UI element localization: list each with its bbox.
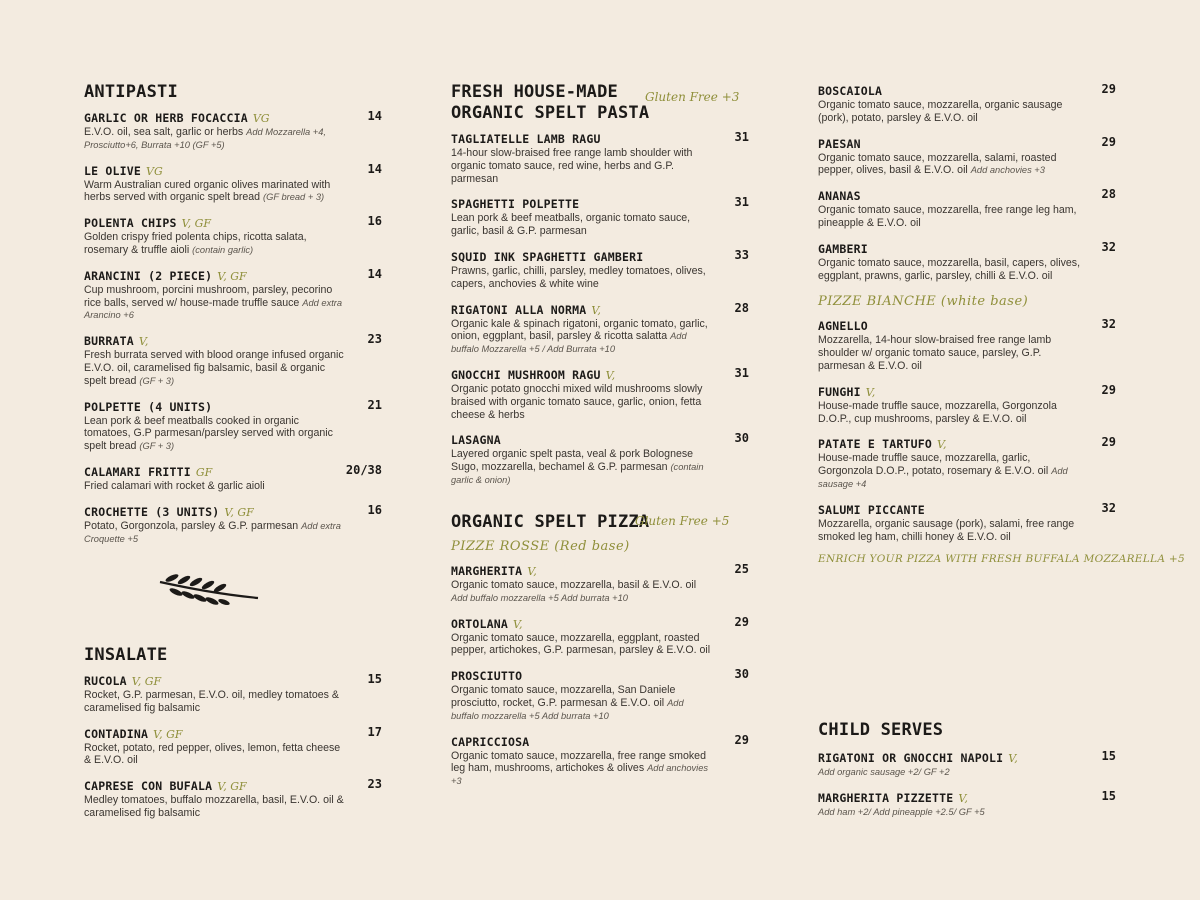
menu-item-name: BOSCAIOLA bbox=[818, 84, 883, 98]
menu-item-name: CONTADINA bbox=[84, 726, 149, 741]
menu-item-header bbox=[451, 366, 749, 382]
menu-item-name: CALAMARI FRITTI bbox=[84, 464, 191, 479]
menu-item bbox=[84, 214, 382, 257]
menu-item bbox=[84, 463, 382, 493]
menu-item bbox=[818, 82, 1116, 125]
menu-item-name: MARGHERITA bbox=[451, 564, 523, 578]
menu-item-description bbox=[451, 684, 749, 722]
menu-item bbox=[818, 135, 1116, 178]
menu-item bbox=[451, 366, 749, 421]
menu-item-price: 23 bbox=[367, 777, 382, 792]
description-text: Lean pork & beef meatballs cooked in organic tomatoes, G.P parmesan/parsley served with organic spelt bread bbox=[84, 414, 333, 453]
menu-item-price: 29 bbox=[734, 614, 749, 629]
menu-list bbox=[818, 82, 1116, 282]
menu-item-description bbox=[84, 231, 382, 257]
menu-item-price: 30 bbox=[734, 431, 749, 446]
menu-item-price: 17 bbox=[367, 724, 382, 739]
description-text: Lean pork & beef meatballs, organic tomato sauce, garlic, basil & G.P. parmesan bbox=[451, 212, 691, 238]
menu-item-description bbox=[818, 99, 1116, 125]
menu-item-description bbox=[818, 152, 1116, 178]
menu-item-header bbox=[451, 195, 749, 211]
description-text: Organic tomato sauce, mozzarella, salami, roasted pepper, olives, basil & E.V.O. oil bbox=[818, 151, 1057, 177]
menu-item-header bbox=[84, 332, 382, 348]
menu-item bbox=[818, 383, 1116, 426]
description-text: Golden crispy fried polenta chips, ricotta salata, rosemary & truffle aioli bbox=[84, 231, 307, 256]
menu-item bbox=[451, 130, 749, 185]
menu-item-price: 16 bbox=[367, 214, 382, 229]
menu-item-name: RIGATONI ALLA NORMA bbox=[451, 302, 587, 317]
menu-item-price: 32 bbox=[1101, 317, 1116, 332]
menu-item-name: RIGATONI OR GNOCCHI NAPOLI bbox=[818, 751, 1004, 765]
menu-item-name: GAMBERI bbox=[818, 241, 868, 256]
menu-item bbox=[451, 301, 749, 356]
menu-item-description bbox=[818, 452, 1116, 490]
menu-item-description bbox=[818, 518, 1116, 544]
menu-item bbox=[818, 317, 1116, 372]
dietary-tag: GF bbox=[195, 465, 213, 479]
dietary-tag: V, GF bbox=[153, 727, 183, 741]
menu-item-description bbox=[818, 766, 1116, 779]
menu-item bbox=[84, 672, 382, 715]
child-section bbox=[818, 720, 1116, 829]
pizza-continued-section bbox=[818, 82, 1185, 566]
description-text: House-made truffle sauce, mozzarella, Gorgonzola D.O.P., cup mushrooms, parsley & E.V.O. oil bbox=[818, 399, 1057, 425]
menu-item-price: 33 bbox=[734, 247, 749, 262]
menu-item-name: CAPRICCIOSA bbox=[451, 734, 530, 749]
dietary-tag: V, bbox=[527, 565, 537, 578]
menu-item bbox=[451, 248, 749, 291]
dietary-tag: V, GF bbox=[217, 269, 247, 283]
menu-item-name: SQUID INK SPAGHETTI GAMBERI bbox=[451, 249, 644, 264]
menu-list bbox=[84, 109, 382, 545]
menu-item-name: LE OLIVE bbox=[84, 163, 141, 178]
section-title: CHILD SERVES bbox=[818, 720, 944, 740]
menu-item bbox=[84, 109, 382, 152]
menu-item bbox=[451, 733, 749, 788]
dietary-tag: V, GF bbox=[181, 217, 212, 231]
menu-item-header bbox=[451, 562, 749, 578]
gluten-free-note: Gluten Free +3 bbox=[645, 90, 740, 104]
add-on-note: (contain garlic) bbox=[192, 244, 254, 255]
menu-item-price: 29 bbox=[1101, 435, 1116, 450]
menu-item bbox=[84, 267, 382, 322]
menu-item-header bbox=[84, 214, 382, 230]
menu-item-description bbox=[818, 257, 1116, 283]
menu-item-header bbox=[818, 789, 1116, 805]
menu-item-name: SALUMI PICCANTE bbox=[818, 502, 925, 517]
menu-item-description bbox=[84, 415, 382, 453]
menu-item-name: AGNELLO bbox=[818, 319, 868, 334]
menu-item-description bbox=[451, 212, 749, 238]
add-on-note: (contain garlic & onion) bbox=[451, 462, 704, 485]
description-text: Fresh burrata served with blood orange infused organic E.V.O. oil, caramelised fig balsamic, basil & organic spelt bread bbox=[84, 349, 344, 387]
add-on-note: Add buffalo Mozzarella +5 / Add Burrata +10 bbox=[451, 331, 687, 355]
description-text: Organic potato gnocchi mixed wild mushrooms slowly braised with organic tomato sauce, garlic, onion, fetta cheese & herbs bbox=[451, 382, 703, 421]
menu-item-price: 15 bbox=[1101, 788, 1116, 803]
menu-item-description bbox=[84, 179, 382, 205]
section-title-line1: FRESH HOUSE-MADE bbox=[451, 82, 618, 102]
add-on-note: Add anchovies +3 bbox=[970, 165, 1045, 176]
add-on-note: Add sausage +4 bbox=[818, 466, 1068, 489]
pizze-rosse-heading: PIZZE ROSSE (Red base) bbox=[451, 539, 630, 554]
menu-item-price: 14 bbox=[367, 109, 382, 123]
section-title: ORGANIC SPELT PIZZA bbox=[451, 512, 650, 532]
menu-item-header bbox=[818, 317, 1116, 333]
menu-item-description bbox=[451, 383, 749, 421]
menu-item bbox=[451, 195, 749, 238]
menu-item-header bbox=[818, 749, 1116, 765]
menu-item-description bbox=[451, 750, 749, 788]
menu-item-header bbox=[84, 162, 382, 178]
insalate-section bbox=[84, 645, 382, 830]
menu-item bbox=[818, 240, 1116, 283]
menu-item-name: PATATE E TARTUFO bbox=[818, 437, 932, 452]
dietary-tag: V, GF bbox=[217, 780, 247, 794]
menu-item-description bbox=[84, 126, 382, 152]
pasta-section bbox=[451, 82, 749, 497]
menu-item-description bbox=[451, 632, 749, 658]
menu-item-header bbox=[84, 398, 382, 414]
section-title: INSALATE bbox=[84, 645, 168, 665]
menu-item-name: FUNGHI bbox=[818, 384, 861, 399]
menu-item-price: 29 bbox=[1101, 134, 1116, 149]
menu-item-name: GARLIC OR HERB FOCACCIA bbox=[84, 111, 248, 125]
menu-item-price: 29 bbox=[734, 732, 749, 747]
dietary-tag: V, bbox=[605, 368, 616, 382]
menu-item-header bbox=[451, 667, 749, 683]
menu-item-name: PAESAN bbox=[818, 136, 861, 151]
menu-item bbox=[451, 667, 749, 722]
menu-item bbox=[84, 777, 382, 820]
menu-item-description bbox=[451, 265, 749, 291]
menu-item-header bbox=[84, 725, 382, 741]
description-text: Rocket, G.P. parmesan, E.V.O. oil, medley tomatoes & caramelised fig balsamic bbox=[84, 689, 339, 714]
menu-item bbox=[451, 615, 749, 658]
description-text: Prawns, garlic, chilli, parsley, medley tomatoes, olives, capers, anchovies & white wine bbox=[451, 264, 706, 290]
menu-item-header bbox=[451, 733, 749, 749]
description-text: Rocket, potato, red pepper, olives, lemon, fetta cheese & E.V.O. oil bbox=[84, 741, 341, 767]
menu-item-price: 29 bbox=[1101, 382, 1116, 397]
menu-item-description bbox=[84, 284, 382, 322]
pasta-title-row bbox=[451, 82, 749, 124]
menu-item-name: MARGHERITA PIZZETTE bbox=[818, 790, 954, 805]
description-text: Organic tomato sauce, mozzarella, basil, capers, olives, eggplant, prawns, garlic, parsley, chilli & E.V.O. oil bbox=[818, 256, 1081, 282]
menu-item-name: ANANAS bbox=[818, 189, 861, 204]
description-text: Organic tomato sauce, mozzarella, basil & E.V.O. oil bbox=[451, 579, 697, 591]
menu-item bbox=[818, 749, 1116, 779]
menu-item-price: 28 bbox=[734, 300, 749, 315]
menu-item-price: 14 bbox=[367, 266, 382, 281]
menu-item-price: 32 bbox=[1101, 239, 1116, 254]
menu-item bbox=[818, 435, 1116, 490]
pizza-section bbox=[451, 512, 749, 798]
menu-item-header bbox=[818, 240, 1116, 256]
menu-item-header bbox=[84, 672, 382, 688]
description-text: Organic tomato sauce, mozzarella, San Daniele prosciutto, rocket, G.P. parmesan & E.V.O. oil bbox=[451, 684, 676, 709]
menu-item-description bbox=[84, 689, 382, 715]
menu-item-name: LASAGNA bbox=[451, 433, 501, 448]
menu-item-description bbox=[818, 400, 1116, 426]
menu-item bbox=[84, 725, 382, 768]
dietary-tag: V, GF bbox=[131, 675, 162, 688]
menu-item-price: 21 bbox=[367, 397, 382, 412]
section-title-line2: ORGANIC SPELT PASTA bbox=[451, 103, 650, 123]
menu-item-header bbox=[451, 431, 749, 447]
menu-item-description bbox=[84, 794, 382, 820]
menu-item-price: 15 bbox=[367, 672, 382, 686]
dietary-tag: V, bbox=[591, 303, 601, 317]
menu-item-header bbox=[818, 187, 1116, 203]
menu-item-header bbox=[84, 777, 382, 793]
menu-item-price: 31 bbox=[734, 365, 749, 380]
menu-item-description bbox=[451, 579, 749, 605]
menu-item-price: 16 bbox=[367, 502, 382, 517]
menu-item bbox=[818, 501, 1116, 544]
menu-list bbox=[818, 317, 1116, 543]
menu-item-name: POLENTA CHIPS bbox=[84, 216, 177, 231]
menu-item-description bbox=[84, 520, 382, 546]
add-on-note: (GF + 3) bbox=[139, 441, 175, 452]
add-on-note: Add Mozzarella +4, Prosciutto+6, Burrata +10 (GF +5) bbox=[84, 127, 326, 150]
menu-item-header bbox=[84, 463, 382, 479]
gluten-free-note: Gluten Free +5 bbox=[635, 514, 730, 528]
add-on-note: Add organic sausage +2/ GF +2 bbox=[818, 767, 950, 777]
description-text: Layered organic spelt pasta, veal & pork Bolognese Sugo, mozzarella, bechamel & G.P. parmesan bbox=[451, 448, 694, 474]
section-title: ANTIPASTI bbox=[84, 82, 178, 102]
menu-item-price: 32 bbox=[1101, 500, 1116, 515]
menu-item-description bbox=[84, 742, 382, 768]
dietary-tag: V, bbox=[138, 335, 149, 349]
menu-list bbox=[451, 562, 749, 788]
menu-item-name: ORTOLANA bbox=[451, 616, 508, 631]
dietary-tag: VG bbox=[252, 112, 270, 125]
menu-item bbox=[84, 332, 382, 387]
pizza-title-row bbox=[451, 512, 749, 533]
menu-item bbox=[84, 503, 382, 546]
menu-item-price: 30 bbox=[734, 667, 749, 682]
menu-item-price: 20/38 bbox=[345, 462, 382, 477]
add-on-note: Add anchovies +3 bbox=[451, 763, 709, 787]
add-on-note: (GF + 3) bbox=[139, 375, 175, 386]
menu-item-header bbox=[451, 615, 749, 631]
add-on-note: Add buffalo mozzarella +5 Add burrata +10 bbox=[451, 697, 684, 721]
menu-item-name: CAPRESE CON BUFALA bbox=[84, 779, 213, 794]
description-text: Cup mushroom, porcini mushroom, parsley, pecorino rice balls, served w/ house-made truffle sauce bbox=[84, 283, 333, 309]
menu-item-header bbox=[84, 109, 382, 125]
menu-item-header bbox=[451, 130, 749, 146]
menu-item-description bbox=[818, 334, 1116, 372]
menu-item bbox=[818, 187, 1116, 230]
description-text: Potato, Gorgonzola, parsley & G.P. parmesan bbox=[84, 519, 299, 532]
menu-item-header bbox=[451, 301, 749, 317]
dietary-tag: VG bbox=[146, 164, 163, 178]
menu-item-price: 23 bbox=[367, 332, 382, 347]
enrich-note: ENRICH YOUR PIZZA WITH FRESH BUFFALA MOZZARELLA +5 bbox=[818, 553, 1185, 566]
dietary-tag: V, bbox=[865, 385, 876, 399]
menu-item bbox=[818, 789, 1116, 819]
menu-item-header bbox=[818, 435, 1116, 451]
menu-item-description bbox=[451, 147, 749, 185]
description-text: E.V.O. oil, sea salt, garlic or herbs bbox=[84, 126, 244, 138]
description-text: Organic tomato sauce, mozzarella, eggplant, roasted pepper, artichokes, G.P. parmesan, parsley & E.V.O. oil bbox=[451, 631, 711, 657]
pizze-bianche-heading: PIZZE BIANCHE (white base) bbox=[818, 294, 1029, 310]
menu-list bbox=[84, 672, 382, 820]
dietary-tag: V, bbox=[958, 791, 968, 805]
add-on-note: Add ham +2/ Add pineapple +2.5/ GF +5 bbox=[818, 806, 985, 817]
menu-item-price: 31 bbox=[734, 130, 749, 144]
description-text: Mozzarella, organic sausage (pork), salami, free range smoked leg ham, chilli honey & E.V.O. oil bbox=[818, 517, 1075, 543]
menu-item bbox=[84, 398, 382, 453]
dietary-tag: V, bbox=[936, 438, 947, 452]
menu-item-price: 31 bbox=[734, 195, 749, 210]
description-text: Organic tomato sauce, mozzarella, organic sausage (pork), potato, parsley & E.V.O. oil bbox=[818, 99, 1063, 124]
menu-item bbox=[451, 431, 749, 486]
antipasti-section bbox=[84, 82, 382, 555]
menu-item-description bbox=[818, 204, 1116, 230]
menu-item-price: 25 bbox=[734, 562, 749, 576]
description-text: House-made truffle sauce, mozzarella, garlic, Gorgonzola D.O.P., potato, rosemary & E.V.O. oil bbox=[818, 452, 1049, 478]
menu-item-price: 14 bbox=[367, 161, 382, 176]
menu-item-name: CROCHETTE (3 UNITS) bbox=[84, 504, 220, 519]
menu-item-header bbox=[84, 503, 382, 519]
menu-item-name: BURRATA bbox=[84, 334, 134, 349]
add-on-note: Add extra Arancino +6 bbox=[84, 297, 343, 321]
description-text: Mozzarella, 14-hour slow-braised free range lamb shoulder w/ organic tomato sauce, parsley, G.P. parmesan & E.V.O. oil bbox=[818, 334, 1052, 372]
menu-item-name: RUCOLA bbox=[84, 674, 127, 688]
dietary-tag: V, GF bbox=[224, 505, 254, 519]
menu-item-description bbox=[451, 318, 749, 356]
menu-item-header bbox=[818, 82, 1116, 98]
menu-item-header bbox=[451, 248, 749, 264]
menu-item-description bbox=[84, 480, 382, 493]
menu-list bbox=[818, 749, 1116, 819]
menu-item-description bbox=[84, 349, 382, 387]
add-on-note: Add extra Croquette +5 bbox=[84, 520, 341, 544]
menu-item-name: ARANCINI (2 PIECE) bbox=[84, 268, 213, 283]
description-text: Medley tomatoes, buffalo mozzarella, basil, E.V.O. oil & caramelised fig balsamic bbox=[84, 794, 344, 819]
menu-item-name: PROSCIUTTO bbox=[451, 669, 523, 684]
menu-item bbox=[451, 562, 749, 605]
olive-branch-icon bbox=[158, 570, 260, 610]
menu-item-price: 28 bbox=[1101, 187, 1116, 202]
menu-item-header bbox=[84, 267, 382, 283]
menu-item-name: POLPETTE (4 UNITS) bbox=[84, 399, 213, 414]
menu-item-header bbox=[818, 135, 1116, 151]
description-text: Organic kale & spinach rigatoni, organic tomato, garlic, onion, eggplant, basil, parsley & ricotta salatta bbox=[451, 317, 708, 343]
description-text: Organic tomato sauce, mozzarella, free range smoked leg ham, mushrooms, artichokes & olives bbox=[451, 749, 706, 775]
add-on-note: Add buffalo mozzarella +5 Add burrata +10 bbox=[451, 592, 628, 603]
menu-item-name: GNOCCHI MUSHROOM RAGU bbox=[451, 367, 601, 382]
add-on-note: (GF bread + 3) bbox=[263, 192, 325, 203]
menu-item-price: 15 bbox=[1101, 749, 1116, 763]
menu-item-header bbox=[818, 383, 1116, 399]
menu-item-name: SPAGHETTI POLPETTE bbox=[451, 197, 580, 212]
dietary-tag: V, bbox=[513, 617, 523, 631]
menu-item-description bbox=[451, 448, 749, 486]
description-text: 14-hour slow-braised free range lamb shoulder with organic tomato sauce, red wine, herbs and G.P. parmesan bbox=[451, 147, 693, 185]
menu-list bbox=[451, 130, 749, 487]
menu-item-header bbox=[818, 501, 1116, 517]
dietary-tag: V, bbox=[1008, 752, 1018, 765]
description-text: Warm Australian cured organic olives marinated with herbs served with organic spelt bread bbox=[84, 178, 331, 204]
description-text: Fried calamari with rocket & garlic aioli bbox=[84, 479, 265, 492]
menu-item-price: 29 bbox=[1101, 82, 1116, 96]
menu-item-description bbox=[818, 806, 1116, 819]
menu-item bbox=[84, 162, 382, 205]
description-text: Organic tomato sauce, mozzarella, free range leg ham, pineapple & E.V.O. oil bbox=[818, 204, 1077, 229]
menu-item-name: TAGLIATELLE LAMB RAGU bbox=[451, 132, 601, 146]
